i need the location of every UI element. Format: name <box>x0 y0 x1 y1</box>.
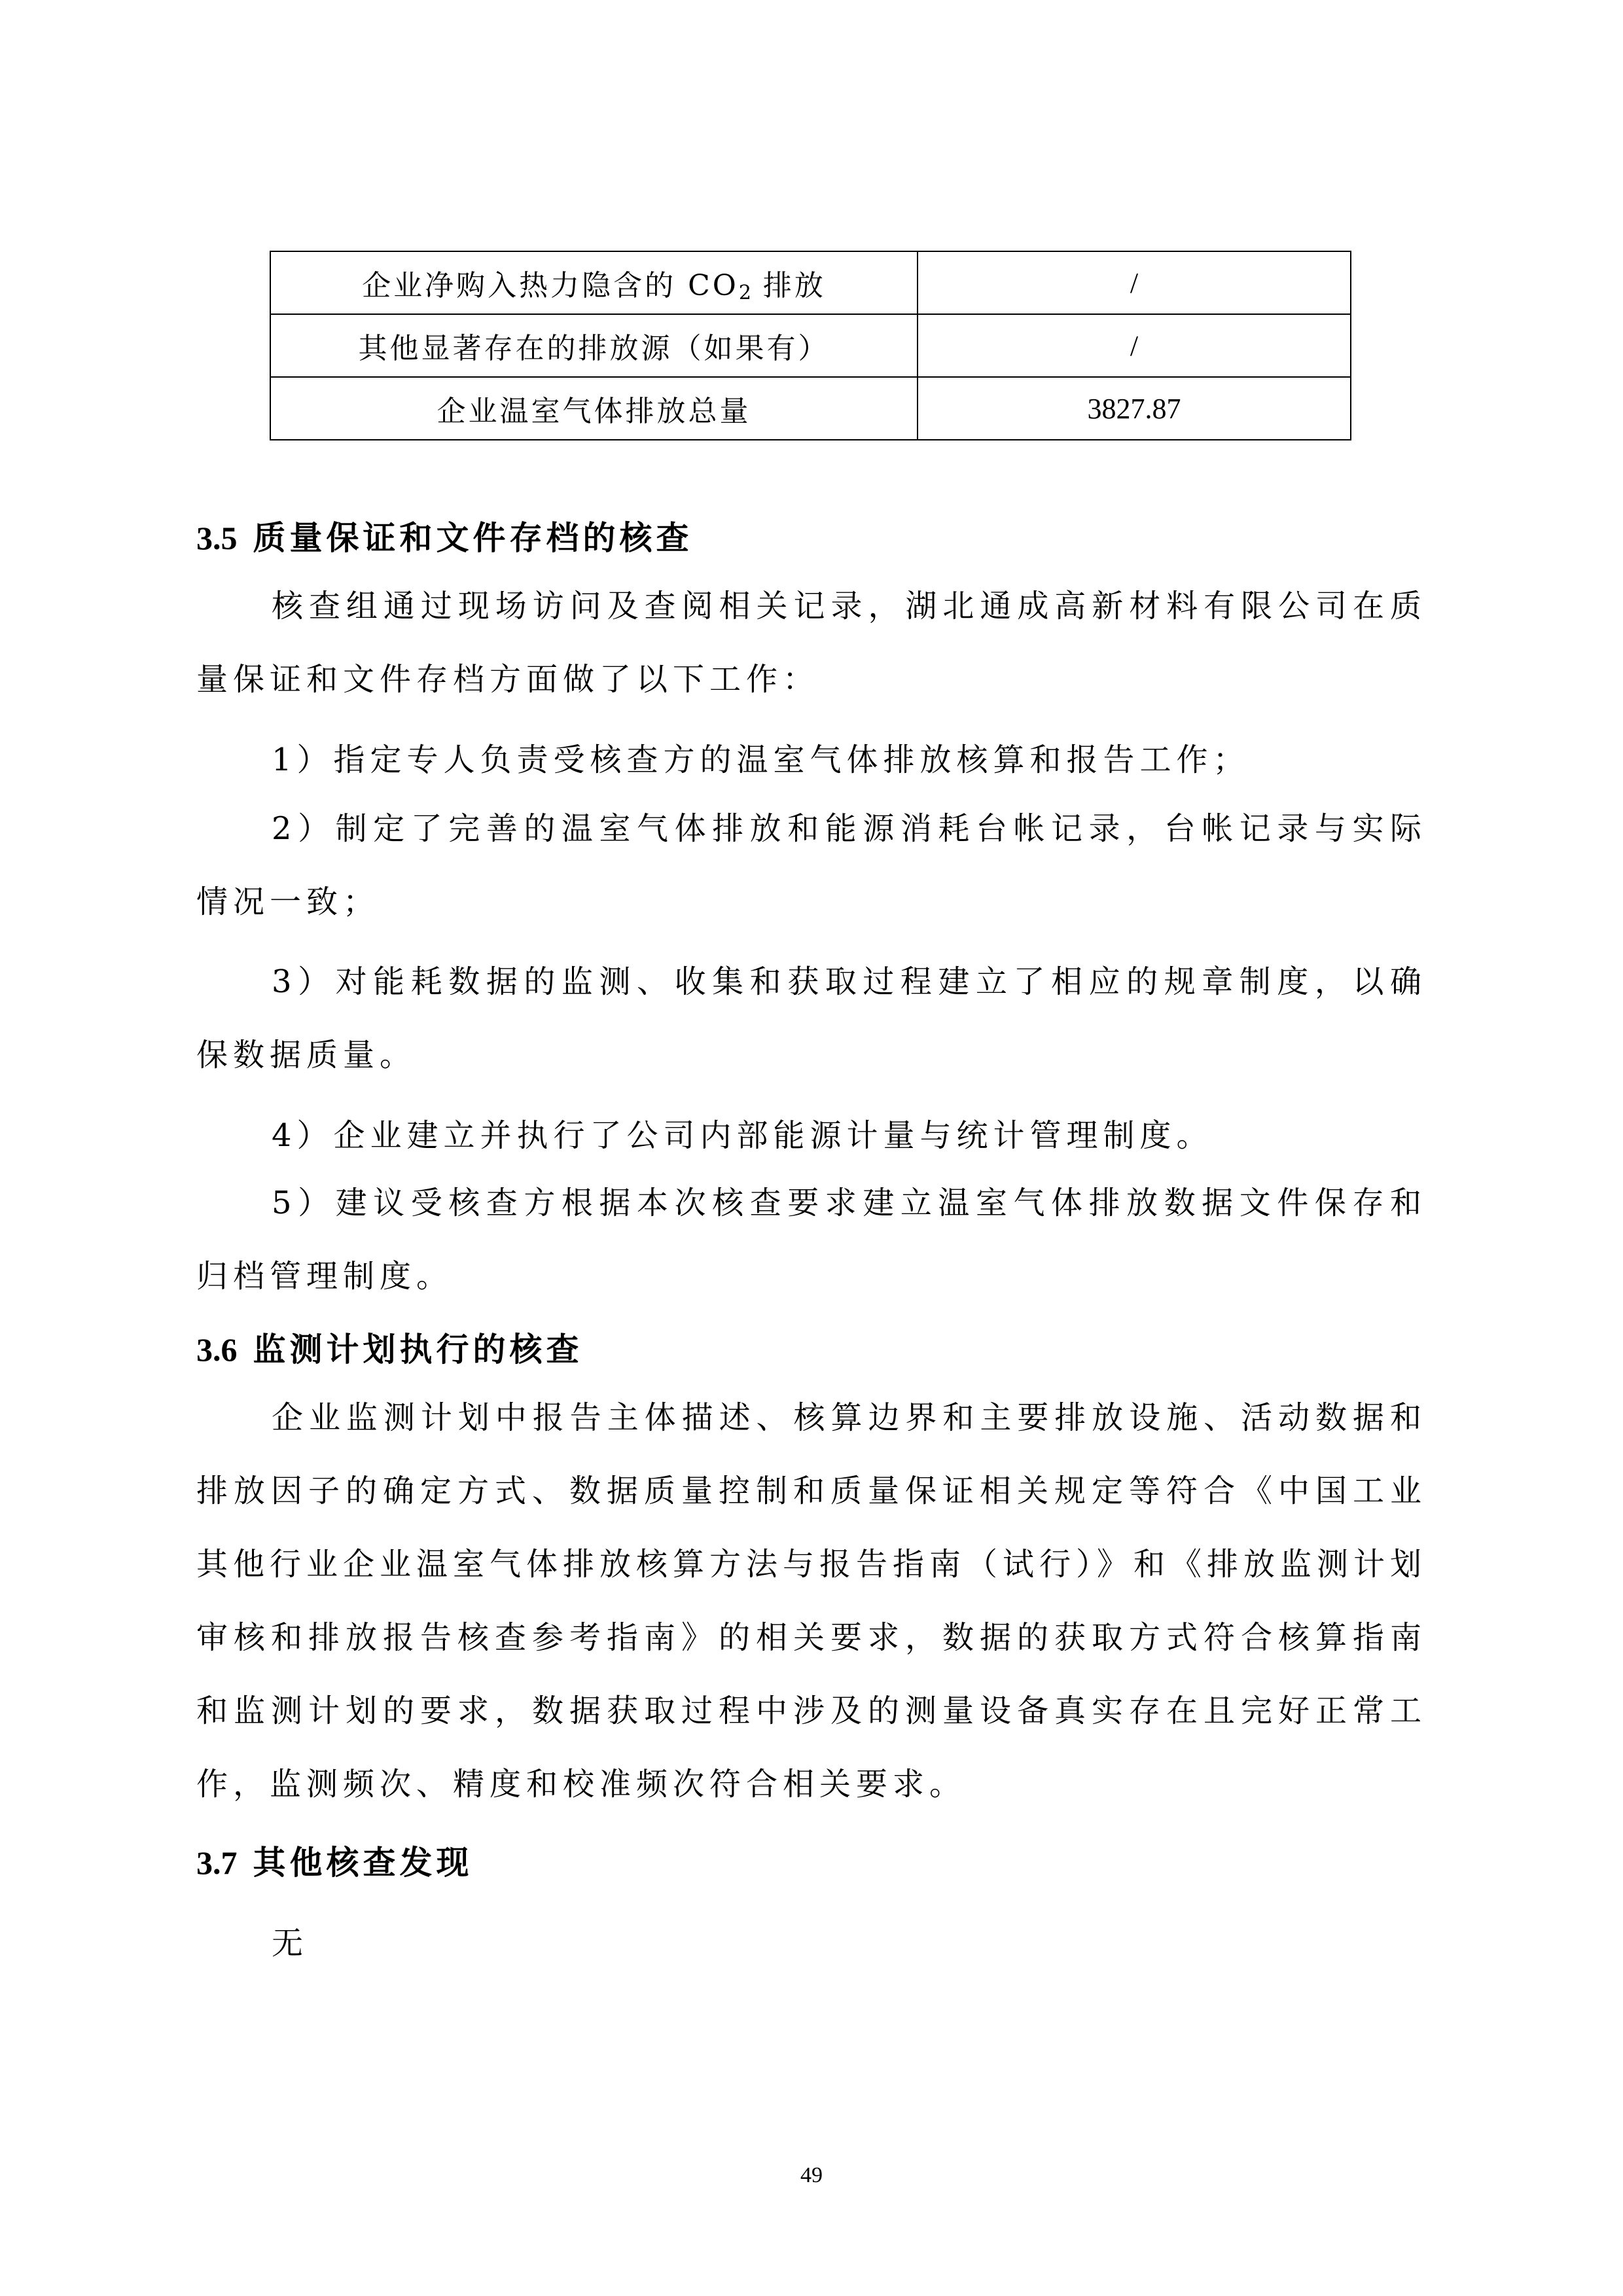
row-label: 企业净购入热力隐含的 $CO_2$ 排放 <box>270 251 918 314</box>
section-heading-3-7 <box>196 1837 473 1884</box>
page-number: 49 <box>800 2163 823 2187</box>
section-number: 3.6 <box>196 1331 238 1368</box>
row-value: / <box>918 251 1351 314</box>
section-heading-3-6 <box>196 1323 583 1371</box>
row-value: 3827.87 <box>918 377 1351 440</box>
paragraph-intro: 核查组通过现场访问及查阅相关记录，湖北通成高新材料有限公司在质量保证和文件存档方面做了以下工作： <box>196 588 1427 698</box>
row-label: 其他显著存在的排放源（如果有） <box>270 314 918 377</box>
section-number: 3.5 <box>196 520 238 556</box>
section-title: 质量保证和文件存档的核查 <box>253 518 693 557</box>
list-item-4: 4）企业建立并执行了公司内部能源计量与统计管理制度。 <box>272 1117 1213 1154</box>
table-row <box>270 377 1351 440</box>
section-title: 监测计划执行的核查 <box>253 1330 583 1369</box>
emissions-table <box>270 251 1351 440</box>
table-row <box>270 314 1351 377</box>
section-heading-3-5 <box>196 512 693 559</box>
list-item-5: 5）建议受核查方根据本次核查要求建立温室气体排放数据文件保存和归档管理制度。 <box>196 1185 1427 1295</box>
section-number: 3.7 <box>196 1844 238 1881</box>
list-item-1: 1）指定专人负责受核查方的温室气体排放核算和报告工作； <box>272 742 1250 778</box>
paragraph-other-findings: 无 <box>272 1925 309 1962</box>
row-value: / <box>918 314 1351 377</box>
paragraph-monitoring: 企业监测计划中报告主体描述、核算边界和主要排放设施、活动数据和排放因子的确定方式、数据质量控制和质量保证相关规定等符合《中国工业其他行业企业温室气体排放核算方法与报告指南（试行）》和《排放监测计划审核和排放报告核查参考指南》的相关要求，数据的获取方式符合核算指南和监测计划的要求，数据获取过程中涉及的测量设备真实存在且完好正常工作，监测频次、精度和校准频次符合相关要求。 <box>196 1399 1427 1803</box>
list-item-2: 2）制定了完善的温室气体排放和能源消耗台帐记录，台帐记录与实际情况一致； <box>196 810 1427 920</box>
table-row <box>270 251 1351 314</box>
list-item-3: 3）对能耗数据的监测、收集和获取过程建立了相应的规章制度，以确保数据质量。 <box>196 963 1427 1073</box>
row-label: 企业温室气体排放总量 <box>270 377 918 440</box>
section-title: 其他核查发现 <box>253 1843 473 1882</box>
